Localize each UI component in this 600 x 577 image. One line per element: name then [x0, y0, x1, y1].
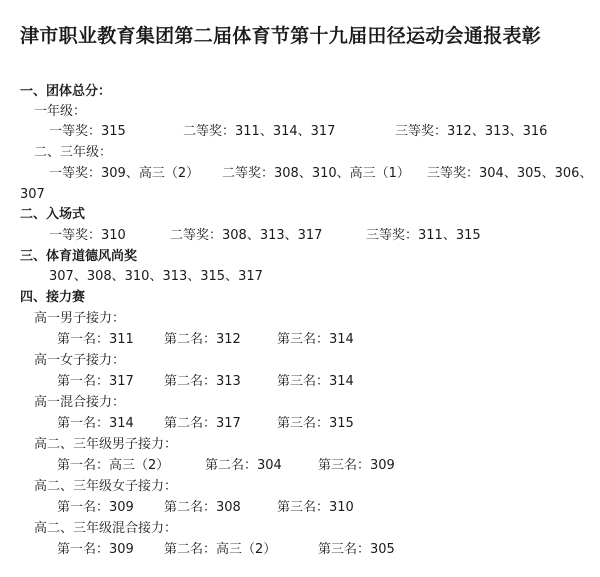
section-heading-sportsmanship: 三、体育道德风尚奖 — [20, 249, 138, 264]
relay-second-place: 第二名：308 — [164, 500, 241, 515]
entrance-second-prize: 二等奖：308、313、317 — [170, 228, 323, 243]
relay-event-name: 高一男子接力： — [34, 311, 126, 326]
relay-second-place: 第二名：304 — [205, 458, 282, 473]
relay-event-name: 高二、三年级男子接力： — [34, 437, 178, 452]
section-heading-team-score: 一、团体总分： — [20, 84, 112, 99]
relay-first-place: 第一名：317 — [57, 374, 134, 389]
section-heading-relay: 四、接力赛 — [20, 290, 86, 305]
relay-third-place: 第三名：314 — [277, 332, 354, 347]
relay-third-place: 第三名：315 — [277, 416, 354, 431]
relay-second-place: 第二名：高三（2） — [164, 542, 277, 557]
relay-third-place: 第三名：305 — [318, 542, 395, 557]
relay-third-place: 第三名：309 — [318, 458, 395, 473]
entrance-third-prize: 三等奖：311、315 — [366, 228, 481, 243]
document-title: 津市职业教育集团第二届体育节第十九届田径运动会通报表彰 — [20, 25, 542, 47]
sportsmanship-winners: 307、308、310、313、315、317 — [49, 269, 263, 284]
relay-second-place: 第二名：317 — [164, 416, 241, 431]
relay-third-place: 第三名：310 — [277, 500, 354, 515]
relay-second-place: 第二名：312 — [164, 332, 241, 347]
relay-event-name: 高二、三年级混合接力： — [34, 521, 178, 536]
section-heading-entrance: 二、入场式 — [20, 207, 86, 222]
entrance-first-prize: 一等奖：310 — [49, 228, 126, 243]
relay-first-place: 第一名：高三（2） — [57, 458, 170, 473]
relay-first-place: 第一名：314 — [57, 416, 134, 431]
grade23-third-prize: 三等奖：304、305、306、 — [427, 166, 593, 181]
relay-event-name: 高二、三年级女子接力： — [34, 479, 178, 494]
relay-first-place: 第一名：311 — [57, 332, 134, 347]
relay-first-place: 第一名：309 — [57, 500, 134, 515]
grade23-label: 二、三年级： — [34, 145, 113, 160]
relay-event-name: 高一女子接力： — [34, 353, 126, 368]
relay-first-place: 第一名：309 — [57, 542, 134, 557]
grade1-second-prize: 二等奖：311、314、317 — [183, 124, 336, 139]
grade1-third-prize: 三等奖：312、313、316 — [395, 124, 548, 139]
grade23-third-prize-continued: 307 — [20, 187, 45, 202]
grade1-first-prize: 一等奖：315 — [49, 124, 126, 139]
grade23-first-prize: 一等奖：309、高三（2） — [49, 166, 200, 181]
relay-event-name: 高一混合接力： — [34, 395, 126, 410]
grade1-label: 一年级： — [34, 104, 87, 119]
relay-third-place: 第三名：314 — [277, 374, 354, 389]
grade23-second-prize: 二等奖：308、310、高三（1） — [222, 166, 410, 181]
relay-second-place: 第二名：313 — [164, 374, 241, 389]
